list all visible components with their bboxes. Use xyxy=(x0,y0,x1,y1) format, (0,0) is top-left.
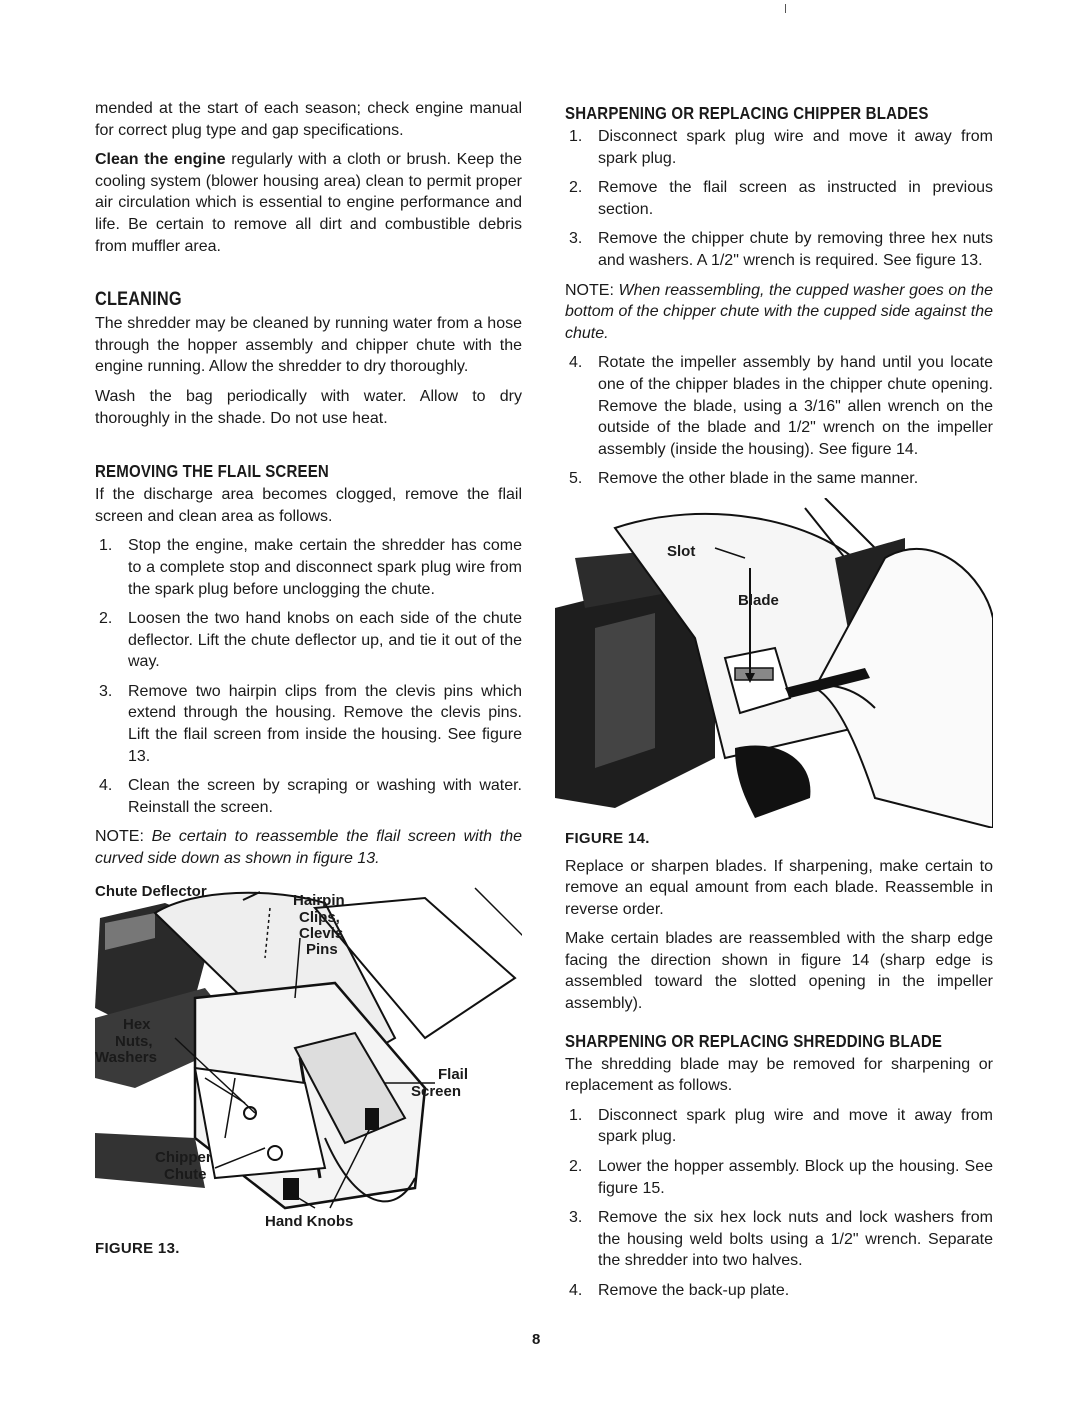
figure-14-caption: FIGURE 14. xyxy=(565,829,650,847)
list-item xyxy=(95,535,522,600)
list-item xyxy=(95,681,522,767)
impeller-blade-illustration xyxy=(555,498,993,828)
note-label: NOTE: xyxy=(565,281,614,299)
step-text: Disconnect spark plug wire and move it away from spark plug. xyxy=(598,1106,993,1146)
step-number: 5. xyxy=(569,470,583,488)
figure-13 xyxy=(95,878,522,1238)
list-item xyxy=(95,608,522,673)
clevis-label: Clevis xyxy=(299,924,344,942)
flail-steps xyxy=(95,535,522,818)
step-number: 4. xyxy=(569,354,583,372)
step-text: Stop the engine, make certain the shredder has come to a complete stop and disconnect spark plug wire from the spark plug before unclogging the chute. xyxy=(128,537,522,598)
screen-label: Screen xyxy=(411,1082,462,1100)
figure-14 xyxy=(555,498,983,828)
list-item xyxy=(565,468,993,490)
step-number: 2. xyxy=(569,1158,583,1176)
clean-engine-lead: Clean the engine xyxy=(95,151,226,169)
shredding-intro: The shredding blade may be removed for sharpening or replacement as follows. xyxy=(565,1055,993,1095)
step-number: 4. xyxy=(99,777,113,795)
step-number: 2. xyxy=(99,610,113,628)
step-text: Remove the chipper chute by removing three hex nuts and washers. A 1/2" wrench is required. See figure 13. xyxy=(598,230,993,269)
step-text: Remove two hairpin clips from the clevis pins which extend through the housing. Remove the clevis pins. Lift the flail screen from inside the housing. See figure 13. xyxy=(128,682,522,765)
note-text: Be certain to reassemble the flail screen with the curved side down as shown in figure 13. xyxy=(95,828,523,868)
intro-paragraph: mended at the start of each season; check engine manual for correct plug type and gap specifications. xyxy=(95,100,522,139)
step-text: Disconnect spark plug wire and move it away from spark plug. xyxy=(598,128,993,167)
step-text: Lower the hopper assembly. Block up the housing. See figure 15. xyxy=(598,1158,993,1197)
step-text: Rotate the impeller assembly by hand until you locate one of the chipper blades in the chipper chute opening. Remove the blade, using a 3/16" allen wrench on the outside of the blade and 1/2" wrench on the impeller assembly (inside the housing). See figure 14. xyxy=(598,354,993,458)
cleaning-heading: CLEANING xyxy=(95,289,182,311)
chipper-steps-b xyxy=(565,352,993,490)
list-item xyxy=(565,177,993,220)
flail-intro: If the discharge area becomes clogged, remove the flail screen and clean area as follows. xyxy=(95,486,522,525)
step-number: 3. xyxy=(99,682,113,700)
slot-label: Slot xyxy=(667,542,696,560)
list-item xyxy=(565,1280,993,1302)
step-text: Remove the flail screen as instructed in previous section. xyxy=(598,179,993,218)
blade-label: Blade xyxy=(738,591,779,609)
step-number: 3. xyxy=(569,230,583,248)
chipper-note xyxy=(565,280,993,345)
list-item xyxy=(565,1105,993,1148)
right-column xyxy=(565,103,993,1310)
note-label: NOTE: xyxy=(95,828,144,846)
list-item xyxy=(565,352,993,460)
hand-knobs-label: Hand Knobs xyxy=(265,1212,354,1230)
step-number: 1. xyxy=(569,128,583,145)
shredding-heading: SHARPENING OR REPLACING SHREDDING BLADE xyxy=(565,1030,943,1051)
hex-label: Hex xyxy=(123,1015,151,1033)
chute-deflector-label: Chute Deflector xyxy=(95,882,207,900)
flail-note xyxy=(95,826,522,869)
step-text: Remove the six hex lock nuts and lock washers from the housing weld bolts using a 1/2" wrench. Separate the shredder into two halves. xyxy=(598,1209,993,1270)
list-item xyxy=(95,775,522,818)
chipper-label: Chipper xyxy=(155,1148,212,1166)
cleaning-paragraph-1: The shredder may be cleaned by running water from a hose through the hopper assembly and chipper chute with the engine running. Allow the shredder to dry thoroughly. xyxy=(95,315,522,376)
note-text: When reassembling, the cupped washer goes on the bottom of the chipper chute with the cupped side against the chute. xyxy=(565,281,994,342)
shredding-steps xyxy=(565,1105,993,1302)
flail-heading: REMOVING THE FLAIL SCREEN xyxy=(95,461,329,482)
chipper-heading: SHARPENING OR REPLACING CHIPPER BLADES xyxy=(565,103,929,123)
figure-13-caption: FIGURE 13. xyxy=(95,1239,180,1257)
step-number: 1. xyxy=(99,537,113,555)
step-text: Remove the back-up plate. xyxy=(598,1282,790,1299)
left-column xyxy=(95,98,522,1259)
list-item xyxy=(565,228,993,271)
pins-label: Pins xyxy=(306,940,338,958)
washers-label: Washers xyxy=(95,1048,157,1066)
nuts-label: Nuts, xyxy=(115,1032,153,1050)
after-figure-paragraph-1: Replace or sharpen blades. If sharpening, make certain to remove an equal amount from each blade. Reassemble in reverse order. xyxy=(565,857,993,918)
chipper-steps-a xyxy=(565,126,993,272)
step-number: 4. xyxy=(569,1282,583,1299)
step-number: 2. xyxy=(569,179,583,197)
step-text: Loosen the two hand knobs on each side of the chute deflector. Lift the chute deflector up, and tie it out of the way. xyxy=(128,610,522,671)
hairpin-label: Hairpin xyxy=(293,891,345,909)
list-item xyxy=(565,1156,993,1199)
clean-engine-paragraph xyxy=(95,149,522,257)
flail-label: Flail xyxy=(438,1065,469,1083)
clips-label: Clips, xyxy=(299,908,340,926)
step-number: 3. xyxy=(569,1209,583,1227)
cleaning-paragraph-2: Wash the bag periodically with water. Allow to dry thoroughly in the shade. Do not use heat. xyxy=(95,387,522,427)
chute-label: Chute xyxy=(164,1165,207,1183)
after-figure-paragraph-2: Make certain blades are reassembled with the sharp edge facing the direction shown in figure 14 (sharp edge is assembled toward the slotted opening in the impeller assembly). xyxy=(565,930,993,1013)
step-text: Remove the other blade in the same manner. xyxy=(598,470,919,488)
page-number: 8 xyxy=(532,1331,541,1348)
list-item xyxy=(565,126,993,169)
page-edge-mark xyxy=(785,4,786,13)
list-item xyxy=(565,1207,993,1272)
clean-engine-text: regularly with a cloth or brush. Keep the cooling system (blower housing area) clean to permit proper air circulation which is essential to engine performance and life. Be certain to remove all dirt and combustible debris from muffler area. xyxy=(95,151,522,255)
step-number: 1. xyxy=(569,1106,583,1124)
step-text: Clean the screen by scraping or washing with water. Reinstall the screen. xyxy=(128,777,522,816)
